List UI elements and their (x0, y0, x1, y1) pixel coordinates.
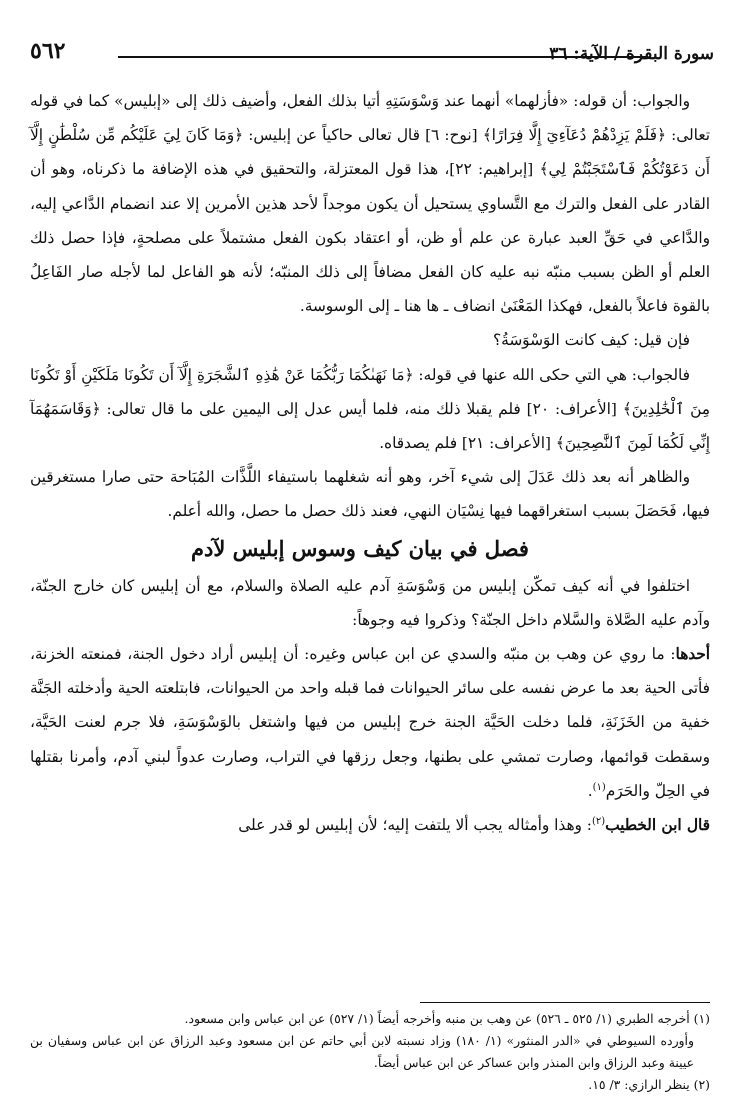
footnote-1-continuation: وأورده السيوطي في «الدر المنثور» (١/ ١٨٠) وزاد نسبته لابن أبي حاتم عن ابن مسعود وعبد الرزاق عن ابن عباس وسفيان بن عيينة وعبد الرزاق وابن المنذر وابن عساكر عن ابن عباس أيضاً. (30, 1033, 694, 1070)
main-text (30, 84, 710, 842)
page-number: ٥٦٢ (30, 38, 66, 64)
ibn-khatib-lead: قال ابن الخطيب (605, 816, 710, 835)
paragraph-disagreement: اختلفوا في أنه كيف تمكّن إبليس من وَسْوَسَةِ آدم عليه الصلاة والسلام، مع أن إبليس كان خارج الجنّة، وآدم عليه الصَّلاة والسَّلام داخل الجنّة؟ وذكروا فيه وجوهاً: (30, 576, 710, 629)
section-title: فصل في بيان كيف وسوس إبليس لآدم (191, 535, 529, 561)
first-view-end: . (587, 781, 593, 800)
page-header (30, 34, 714, 64)
footnotes (30, 1008, 710, 1096)
footnote-rule (420, 1002, 710, 1003)
first-view-lead: أحدها (675, 645, 710, 664)
footnote-ref-2: (٢) (591, 815, 606, 827)
paragraph-question: فإن قيل: كيف كانت الوَسْوَسَةُ؟ (493, 331, 690, 350)
header-rule (118, 56, 648, 58)
ibn-khatib-text: : وهذا وأمثاله يجب ألا يلتفت إليه؛ لأن إبليس لو قدر على (238, 816, 592, 835)
paragraph-first-view (30, 637, 710, 808)
running-head: سورة البقرة / الآية: ٣٦ (549, 44, 714, 64)
paragraph-apparent: والظاهر أنه بعد ذلك عَدَلَ إلى شيء آخر، وهو أنه شغلهما باستيفاء اللَّذَّات المُبَاحة حتى صارا مستغرقين فيها، فَحَصَلَ بسبب استغراقهما فيها نِسْيَان النهي، فعند ذلك حصل ما حصل، والله أعلم. (30, 468, 710, 521)
paragraph-answer: والجواب: أن قوله: «فأزلهما» أنهما عند وَسْوَسَتِهِ أتيا بذلك الفعل، وأضيف ذلك إلى «إبليس» كما في قوله تعالى: ﴿فَلَمْ يَزِدْهُمْ دُعَآءِيٓ إِلَّا فِرَارًا﴾ [نوح: ٦] قال تعالى حاكياً عن إبليس: ﴿وَمَا كَانَ لِيَ عَلَيْكُم مِّن سُلْطَٰنٍ إِلَّآ أَن دَعَوْتُكُمْ فَٱسْتَجَبْتُمْ لِي﴾ [إبراهيم: ٢٢]، هذا قول المعتزلة، والتحقيق في هذه الإضافة ما ذكرناه، وهو أن القادر على الفعل والترك مع التَّساوي يستحيل أن يكون موجداً لأحد هذين الأمرين إلا عند انضمام الدَّاعي إليه، والدَّاعي في حَقِّ العبد عبارة عن علم أو ظن، أو اعتقاد بكون الفعل مشتملاً على مصلحةٍ، فإذا حصل ذلك العلم أو الظن بسبب منبّه نبه عليه كان الفعل مضافاً إلى ذلك المنبّه؛ لأنه هو الفاعل لما لأجله صار الفَاعِلُ بالقوة فاعلاً بالفعل، فهكذا المَعْنَىٰ انضاف ـ ها هنا ـ إلى الوسوسة. (30, 92, 710, 316)
footnote-2: (٢) ينظر الرازي: ٣/ ١٥. (588, 1077, 710, 1092)
paragraph-answer-whisper: فالجواب: هي التي حكى الله عنها في قوله: ﴿مَا نَهَىٰكُمَا رَبُّكُمَا عَنْ هَٰذِهِ ٱلشَّجَرَةِ إِلَّآ أَن تَكُونَا مَلَكَيْنِ أَوْ تَكُونَا مِنَ ٱلْخَٰلِدِينَ﴾ [الأعراف: ٢٠] فلم يقبلا ذلك منه، فلما أيس عدل إلى اليمين على ما قال تعالى: ﴿وَقَاسَمَهُمَآ إِنِّي لَكُمَا لَمِنَ ٱلنَّٰصِحِينَ﴾ [الأعراف: ٢١] فلم يصدقاه. (30, 365, 710, 453)
footnote-ref-1: (١) (592, 781, 606, 793)
paragraph-ibn-khatib (30, 808, 710, 842)
first-view-text: : ما روي عن وهب بن منبّه والسدي عن ابن عباس وغيره: أن إبليس أراد دخول الجنة، فمنعته الخزنة، فأتى الحية بعد ما عرض نفسه على سائر الحيوانات فما قبله واحد من الحيوانات، فابتلعته الحية وأدخلته الجَنَّة خفية من الخَزَنَةِ، فلما دخلت الحَيَّة الجنة خرج إبليس من فيها واشتغل بالوَسْوَسَةِ، فلا جرم لعنت الحَيَّة، وسقطت قوائمها، وصارت تمشي على بطنها، وجعل رزقها في التراب، وصارت عدواً لبني آدم، وأمرنا بقتلها في الحِلّ والحَرَم (30, 645, 710, 800)
footnote-1: (١) أخرجه الطبري (١/ ٥٢٥ ـ ٥٢٦) عن وهب بن منبه وأخرجه أيضاً (١/ ٥٢٧) عن ابن عباس وابن مسعود. (184, 1011, 710, 1026)
